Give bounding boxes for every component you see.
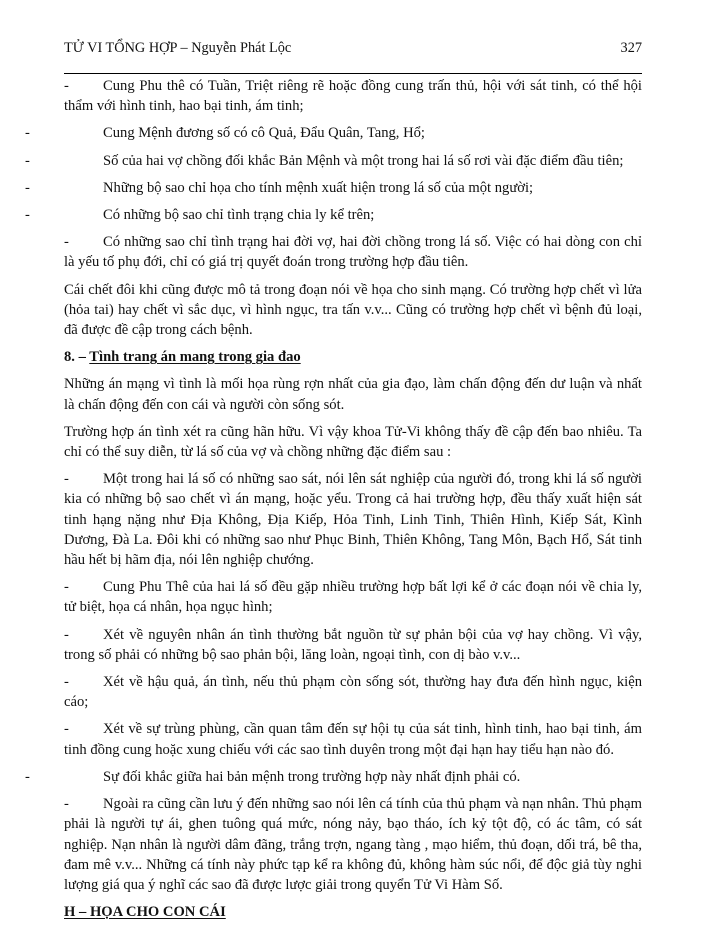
section-number: 8. – [64,349,90,366]
page-number: 327 [620,40,642,56]
list-item [64,469,642,570]
section-title: H – HỌA CHO CON CÁI [64,904,226,921]
list-item-text: Xét về sự trùng phùng, cần quan tâm đến sự hội tụ của sát tinh, hình tinh, hao bại tinh, ám tinh đồng cung hoặc xung chiếu với các sao tình duyên trong một đại hạn hay tiểu hạn nào đó. [64,721,642,758]
list-item [25,205,642,225]
list-item [25,178,642,198]
dash-bullet: - [64,796,69,813]
list-item [64,794,642,895]
list-item [64,719,642,759]
list-item [25,151,642,171]
dash-bullet: - [64,78,69,94]
dash-bullet: - [64,674,69,691]
dash-bullet: - [25,179,30,196]
list-item-text: Sự đối khắc giữa hai bản mệnh trong trường hợp này nhất định phải có. [103,768,521,785]
list-item [64,577,642,617]
list-item-text: Cung Phu Thê của hai lá số đều gặp nhiều trường hợp bất lợi kể ở các đoạn nói về chia ly, tử biệt, họa cá nhân, họa ngục hình; [64,579,642,616]
list-item-text: Cung Mệnh đương số có cô Quả, Đẩu Quân, Tang, Hổ; [103,125,425,142]
running-title: TỬ VI TỔNG HỢP – Nguyễn Phát Lộc [64,40,292,56]
paragraph-death: Cái chết đôi khi cũng được mô tả trong đoạn nói về họa cho sinh mạng. Có trường hợp chết vì lửa (hỏa tai) hay chết vì sắc dục, vì hình ngục, tra tấn v.v... Cũng có trường hợp chết vì bệnh đủ loại, đã được đề cập trong cách bệnh. [64,281,642,339]
list-item-text: Xét về hậu quả, án tình, nếu thủ phạm còn sống sót, thường hay đưa đến hình ngục, kiện cáo; [64,674,642,711]
dash-bullet: - [25,207,30,224]
dash-bullet: - [64,234,69,251]
section-heading-8 [64,347,642,367]
dash-bullet: - [64,471,69,488]
page-header [64,38,642,60]
paragraph-intro: Những án mạng vì tình là mối họa rùng rợn nhất của gia đạo, làm chấn động đến dư luận và nhất là chấn động đến con cái và người còn sống sót. [64,376,642,413]
list-item-text: Ngoài ra cũng cần lưu ý đến những sao nói lên cá tính của thủ phạm và nạn nhân. Thủ phạm phải là người tự ái, ghen tuông quá mức, nóng nảy, bạo tháo, ích kỷ tột độ, có ác tâm, có sát nghiệp. Nạn nhân là người dâm đãng, trắng trợn, ngang tàng , mạo hiểm, thủ đoạn, dối trá, bê tha, đam mê v.v... Những cá tính này phức tạp kể ra không đủ, không hàm súc nổi, để độc giả tùy nghi lượng giá qua ý nghĩ các sao đã được lược giải trong quyển Tử Vi Hàm Số. [64,796,642,893]
list-item-text: Một trong hai lá số có những sao sát, nói lên sát nghiệp của người đó, trong khi lá số người kia có những bộ sao chết vì án mạng, hoặc yểu. Trong cả hai trường hợp, đều thấy xuất hiện sát tinh hạng nặng như Địa Không, Địa Kiếp, Hỏa Tinh, Linh Tinh, Thiên Hình, Kiếp Sát, Kình Dương, Đà La. Đôi khi có những sao như Phục Binh, Thiên Không, Tang Môn, Bạch Hổ, Sát tinh hầu hết bị hãm địa, nói lên nghiệp chướng. [64,471,642,569]
list-item [64,625,642,665]
list-item-text: Số của hai vợ chồng đối khắc Bản Mệnh và một trong hai lá số rơi vài đặc điểm đầu tiên; [103,152,624,169]
list-item [25,123,642,143]
dash-bullet: - [25,152,30,169]
dash-bullet: - [25,125,30,142]
dash-bullet: - [64,721,69,738]
list-item [25,767,642,787]
document-page [25,38,642,929]
header-rule [64,73,642,74]
section-heading-h [64,902,642,922]
list-item [64,232,642,272]
list-item [64,76,642,116]
dash-bullet: - [64,626,69,643]
list-item [64,672,642,712]
list-item-text: Cung Phu thê có Tuần, Triệt riêng rẽ hoặc đồng cung trấn thủ, hội với sát tinh, có thể hội thẩm với hình tinh, hao bại tinh, ám tinh; [64,78,642,115]
list-item-text: Xét về nguyên nhân án tình thường bắt nguồn từ sự phản bội của vợ hay chồng. Vì vậy, trong số phải có những bộ sao phản bội, lăng loàn, ngoại tình, con dị bào v.v... [64,626,642,663]
list-item-text: Có những bộ sao chỉ tình trạng chia ly kể trên; [103,207,375,224]
section-title: Tình trang án mang trong gia đao [89,349,301,366]
dash-bullet: - [25,768,30,785]
list-item-text: Những bộ sao chỉ họa cho tính mệnh xuất hiện trong lá số của một người; [103,179,534,196]
dash-bullet: - [64,579,69,596]
paragraph-rare: Trường hợp án tình xét ra cũng hãn hữu. Vì vậy khoa Tử-Vi không thấy đề cập đến bao nhiêu. Ta chỉ có thể suy diễn, từ lá số của vợ và chồng những đặc điểm sau : [64,423,642,461]
list-item-text: Có những sao chỉ tình trạng hai đời vợ, hai đời chồng trong lá số. Việc có hai dòng con chỉ là yếu tố phụ đới, chỉ có giá trị quyết đoán trong trường hợp đầu tiên. [64,234,642,271]
